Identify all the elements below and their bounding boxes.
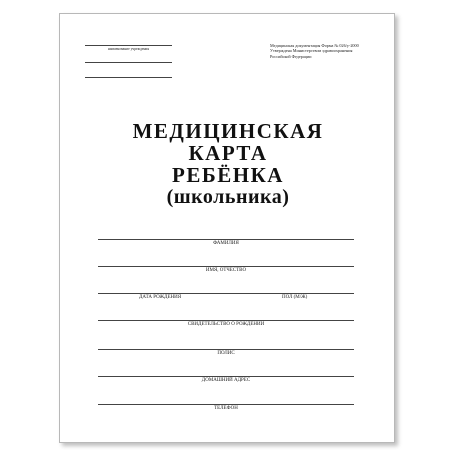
institution-label: наименование учреждения (107, 47, 150, 51)
birth-certificate-label: СВИДЕТЕЛЬСТВО О РОЖДЕНИИ (187, 322, 265, 327)
surname-label: ФАМИЛИЯ (213, 241, 239, 246)
title-line-4: (школьника) (166, 186, 290, 208)
home-address-label: ДОМАШНИЙ АДРЕС (201, 378, 251, 383)
name-patronymic-line (98, 266, 354, 267)
sex-label: ПОЛ (М/Ж) (282, 295, 308, 300)
institution-line-2 (85, 62, 172, 63)
form-info-line-1: Медицинская документация Форма № 026/у-2000 (270, 43, 359, 48)
institution-line-3 (85, 77, 172, 78)
home-address-line (98, 376, 354, 377)
policy-line (98, 349, 354, 350)
name-patronymic-label: ИМЯ, ОТЧЕСТВО (205, 268, 247, 273)
medical-card-cover (59, 13, 395, 443)
birth-date-label: ДАТА РОЖДЕНИЯ (139, 295, 182, 300)
form-info (270, 43, 392, 59)
institution-line-1 (85, 45, 172, 46)
surname-line (98, 239, 354, 240)
form-info-line-3: Российской Федерации (270, 53, 312, 59)
phone-line (98, 404, 354, 405)
phone-label: ТЕЛЕФОН (214, 406, 238, 411)
title-line-3: РЕБЁНКА (172, 163, 284, 187)
title-line-2: КАРТА (188, 141, 268, 165)
form-info-line-2: Утверждена Министерством здравоохранения (270, 48, 353, 54)
policy-label: ПОЛИС (217, 351, 235, 356)
birth-certificate-line (98, 320, 354, 321)
title-line-1: МЕДИЦИНСКАЯ (132, 119, 324, 143)
card-title (60, 120, 396, 208)
birth-date-line (98, 293, 354, 294)
